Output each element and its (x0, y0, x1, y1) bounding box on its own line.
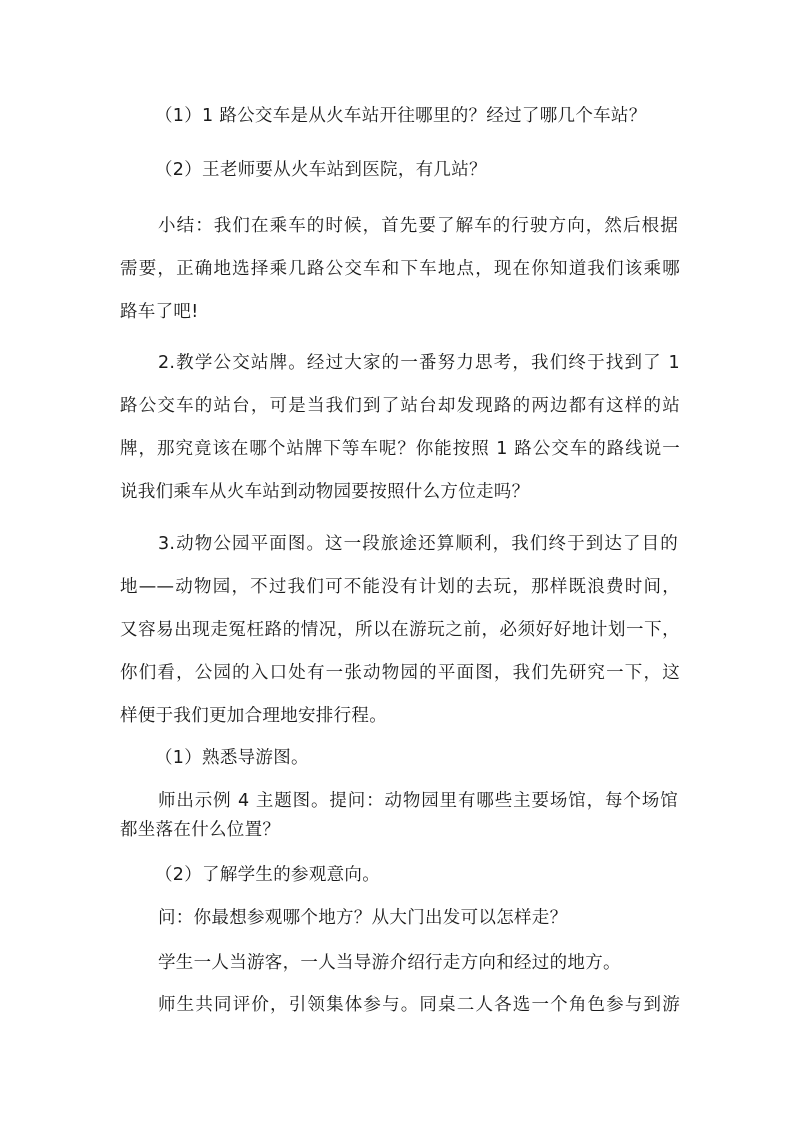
summary-line-1: 小结：我们在乘车的时候，首先要了解车的行驶方向，然后根据 (158, 216, 678, 236)
question-2-line: （2）王老师要从火车站到医院，有几站？ (155, 160, 487, 180)
section-3-line-2: 地——动物园，不过我们可不能没有计划的去玩，那样既浪费时间， (120, 577, 680, 597)
section-2-line-4: 说我们乘车从火车站到动物园要按照什么方位走吗？ (120, 482, 530, 502)
section-2-line-1: 2.教学公交站牌。经过大家的一番努力思考，我们终于找到了 1 (158, 353, 680, 373)
teacher-display-line-1: 师出示例 4 主题图。提问：动物园里有哪些主要场馆，每个场馆 (158, 791, 678, 811)
section-3-line-3: 又容易出现走冤枉路的情况，所以在游玩之前，必须好好地计划一下， (120, 620, 680, 640)
section-3-line-1: 3.动物公园平面图。这一段旅途还算顺利，我们终于到达了目的 (158, 534, 678, 554)
section-3-line-5: 样便于我们更加合理地安排行程。 (120, 706, 387, 726)
student-roleplay-line: 学生一人当游客，一人当导游介绍行走方向和经过的地方。 (158, 953, 621, 973)
summary-line-3: 路车了吧! (120, 302, 199, 322)
section-2-line-2: 路公交车的站台，可是当我们到了站台却发现路的两边都有这样的站 (120, 396, 680, 416)
subsection-1-heading: （1）熟悉导游图。 (155, 748, 309, 768)
section-2-line-3: 牌，那究竟该在哪个站牌下等车呢？你能按照 1 路公交车的路线说一 (120, 439, 680, 459)
section-3-line-4: 你们看，公园的入口处有一张动物园的平面图，我们先研究一下，这 (120, 663, 680, 683)
teacher-display-line-2: 都坐落在什么位置？ (120, 820, 281, 840)
evaluation-line: 师生共同评价，引领集体参与。同桌二人各选一个角色参与到游 (158, 995, 680, 1015)
summary-line-2: 需要，正确地选择乘几路公交车和下车地点，现在你知道我们该乘哪 (120, 259, 680, 279)
subsection-2-heading: （2）了解学生的参观意向。 (155, 865, 381, 885)
question-line: 问：你最想参观哪个地方？从大门出发可以怎样走？ (158, 908, 568, 928)
question-1-line: （1）1 路公交车是从火车站开往哪里的？经过了哪几个车站？ (155, 106, 647, 126)
